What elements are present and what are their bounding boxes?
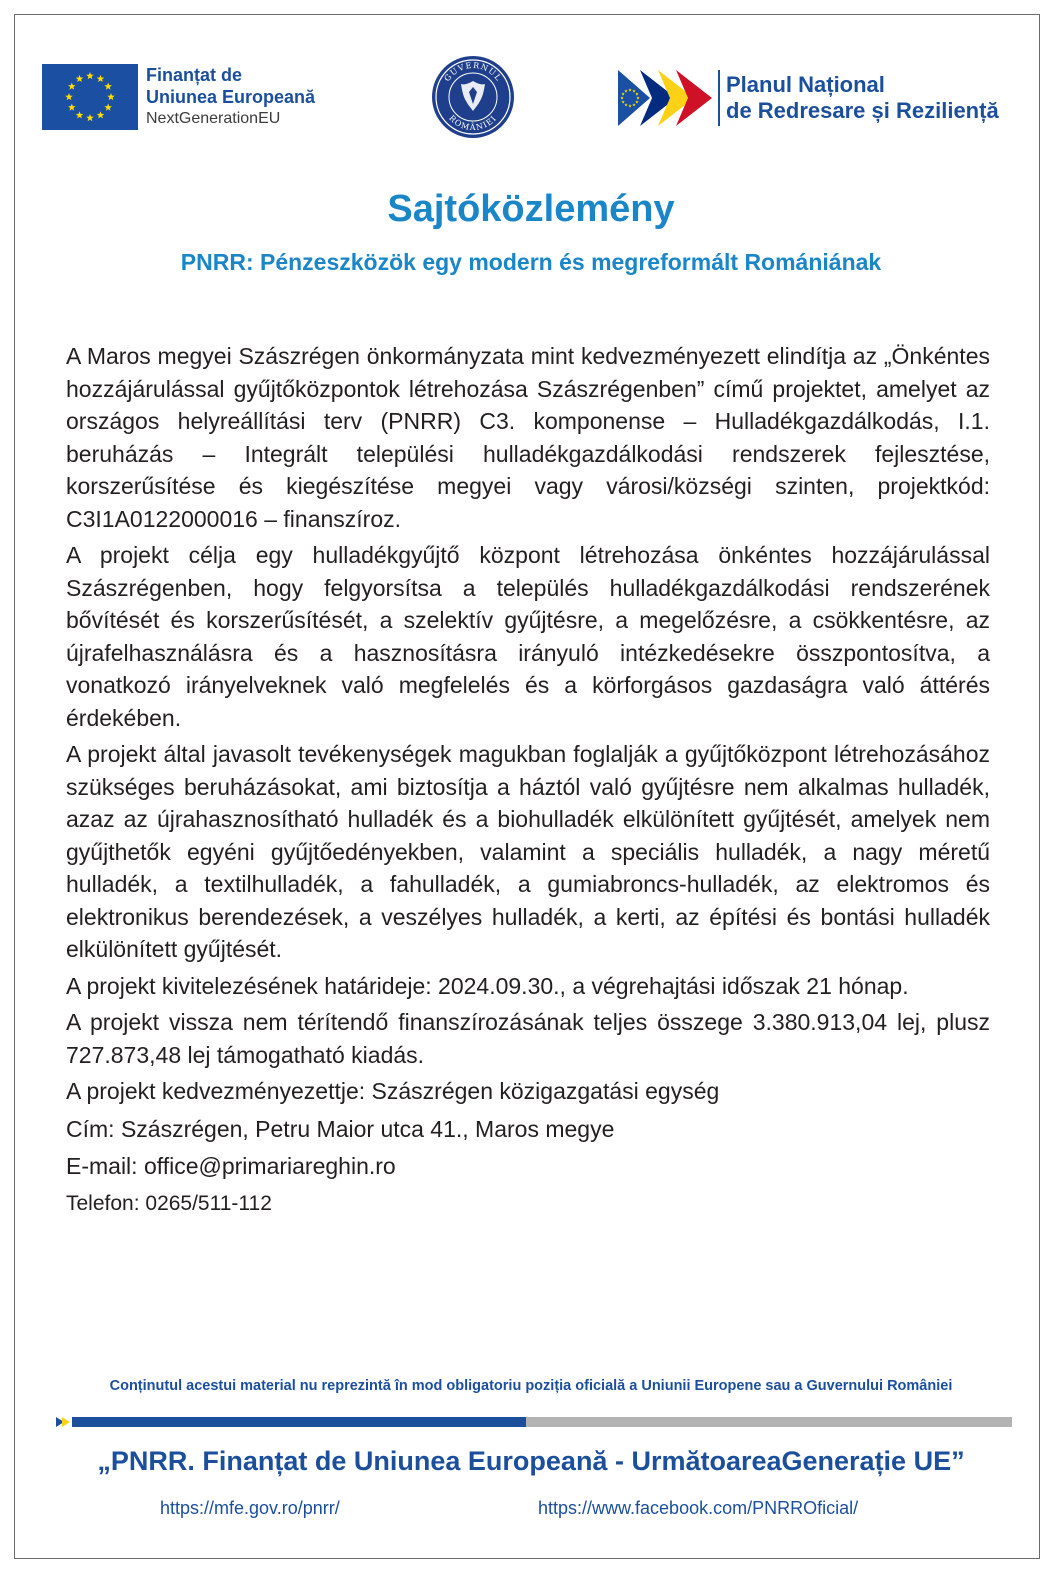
eu-logo-line1: Finanțat de — [146, 65, 243, 85]
eu-funding-logo — [42, 64, 315, 130]
pnrr-logo-line2: de Redresare și Reziliență — [726, 98, 999, 123]
footer-link-mfe[interactable]: https://mfe.gov.ro/pnrr/ — [160, 1498, 340, 1518]
footer-color-bar — [56, 1416, 1012, 1428]
phone-line: Telefon: 0265/511-112 — [66, 1191, 272, 1215]
paragraph-activities: A projekt által javasolt tevékenységek magukban foglalják a gyűjtőközpont létrehozásához szükséges beruházásokat, ami biztosítja a háztól való gyűjtésre nem alkalmas hulladék, azaz az újrahasznosítható hulladék és a biohulladék elkülönített gyűjtését, amelyek nem gyűjthetők egyéni gyűjtőedényekben, valamint a speciális hulladék, a nagy méretű hulladék, a textilhulladék, a fahulladék, a gumiabroncs-hulladék, az elektromos és elektronikus berendezések, a veszélyes hulladék, a kerti, az építési és bontási hulladék elkülönített gyűjtését. — [66, 741, 990, 962]
pnrr-flag-arrow-icon — [618, 70, 714, 126]
eu-logo-line2: Uniunea Europeană — [146, 87, 316, 107]
email-line: E-mail: office@primariareghin.ro — [66, 1153, 396, 1179]
seal-text-bottom: ROMÂNIEI — [447, 113, 499, 133]
footer-link-facebook[interactable]: https://www.facebook.com/PNRROficial/ — [538, 1498, 859, 1518]
paragraph-funding: A projekt vissza nem térítendő finanszírozásának teljes összege 3.380.913,04 lej, plusz 727.873,48 lej támogatható kiadás. — [66, 1009, 990, 1068]
press-release-body — [66, 340, 990, 1225]
footer-slogan: „PNRR. Finanțat de Uniunea Europeană - UrmătoareaGenerație UE” — [97, 1446, 965, 1476]
address-line: Cím: Szászrégen, Petru Maior utca 41., Maros megye — [66, 1115, 615, 1142]
romania-coat-of-arms-icon — [430, 54, 516, 140]
pnrr-logo-line1: Planul Național — [726, 72, 885, 97]
page-subtitle: PNRR: Pénzeszközök egy modern és megreformált Romániának — [180, 249, 882, 275]
eu-flag-icon — [42, 64, 138, 130]
paragraph-deadline: A projekt kivitelezésének határideje: 2024.09.30., a végrehajtási időszak 21 hónap. — [66, 972, 909, 999]
paragraph-goal: A projekt célja egy hulladékgyűjtő központ létrehozása önkéntes hozzájárulással Szászrégenben, hogy felgyorsítsa a település hulladékgazdálkodási rendszerének bővítését és korszerűsítését, a szelektív gyűjtésre, a megelőzésre, a csökkentésre, az újrafelhasználásra és a hasznosításra irányuló intézkedésekre összpontosítva, a vonatkozó irányelveknek való megfelelés és a körforgásos gazdaságra való áttérés érdekében. — [66, 542, 990, 731]
page-title: Sajtóközlemény — [387, 188, 675, 230]
seal-text-top: GUVERNUL — [442, 60, 504, 84]
eu-logo-line3: NextGenerationEU — [146, 110, 281, 127]
beneficiary-line: A projekt kedvezményezettje: Szászrégen közigazgatási egység — [66, 1078, 720, 1104]
pnrr-logo — [618, 70, 999, 126]
disclaimer-text: Conținutul acestui material nu reprezintă în mod obligatoriu poziția oficială a Uniunii Europene sau a Guvernului României — [109, 1378, 953, 1394]
pnrr-logo-divider — [718, 70, 720, 126]
paragraph-intro: A Maros megyei Szászrégen önkormányzata mint kedvezményezett elindítja az „Önkéntes hozzájárulással gyűjtőközpontok létrehozása Szászrégenben” című projektet, amelyet az országos helyreállítási terv (PNRR) C3. komponense – Hulladékgazdálkodás, I.1. beruházás – Integrált települési hulladékgazdálkodási rendszerek fejlesztése, korszerűsítése és kiegészítése megyei vagy városi/községi szinten, projektkód: C3I1A0122000016 – finanszíroz. — [66, 343, 990, 532]
